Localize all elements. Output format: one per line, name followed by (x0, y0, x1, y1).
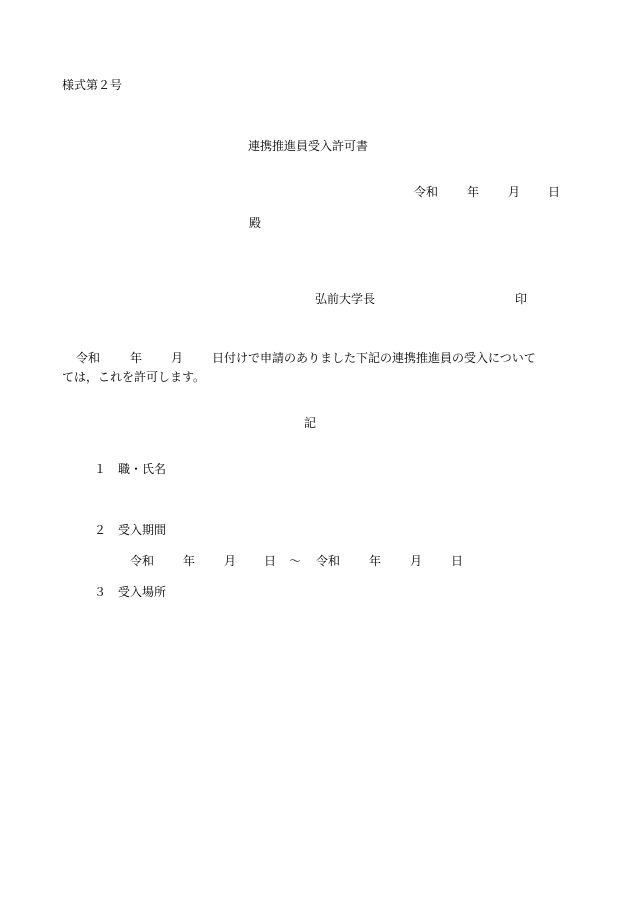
item-number: ２ (94, 523, 107, 537)
item-label: 受入期間 (118, 523, 167, 537)
body-line-1 (0, 352, 630, 366)
period-from-year: 年 (183, 554, 196, 568)
body-era: 令和 (76, 351, 101, 365)
period-to-year: 年 (369, 554, 382, 568)
issue-date-era: 令和 (414, 185, 439, 199)
period-tilde: ～ (289, 554, 302, 568)
issue-date-day: 日 (548, 185, 561, 199)
issue-date-year: 年 (467, 185, 480, 199)
period-from-era: 令和 (130, 554, 155, 568)
issuer-seal: 印 (515, 292, 528, 306)
ki-heading: 記 (304, 416, 317, 430)
period-to-month: 月 (410, 554, 423, 568)
period-to-day: 日 (451, 554, 464, 568)
issue-date (0, 186, 630, 200)
body-text-rest: 日付けで申請のありました下記の連携推進員の受入について (212, 351, 536, 365)
period-to-era: 令和 (316, 554, 341, 568)
body-month: 月 (171, 351, 184, 365)
period-from-day: 日 (264, 554, 277, 568)
period-from-month: 月 (224, 554, 237, 568)
item-label: 受入場所 (118, 585, 167, 599)
issue-date-month: 月 (508, 185, 521, 199)
addressee-suffix: 殿 (249, 216, 262, 230)
period-line (0, 555, 630, 569)
form-number: 様式第２号 (62, 78, 123, 92)
item-label: 職・氏名 (118, 462, 167, 476)
item-number: １ (94, 462, 107, 476)
document-title: 連携推進員受入許可書 (248, 139, 369, 153)
item-number: ３ (94, 585, 107, 599)
issuer-name: 弘前大学長 (315, 292, 376, 306)
body-line-2: ては，これを許可します。 (62, 370, 206, 384)
body-year: 年 (130, 351, 143, 365)
